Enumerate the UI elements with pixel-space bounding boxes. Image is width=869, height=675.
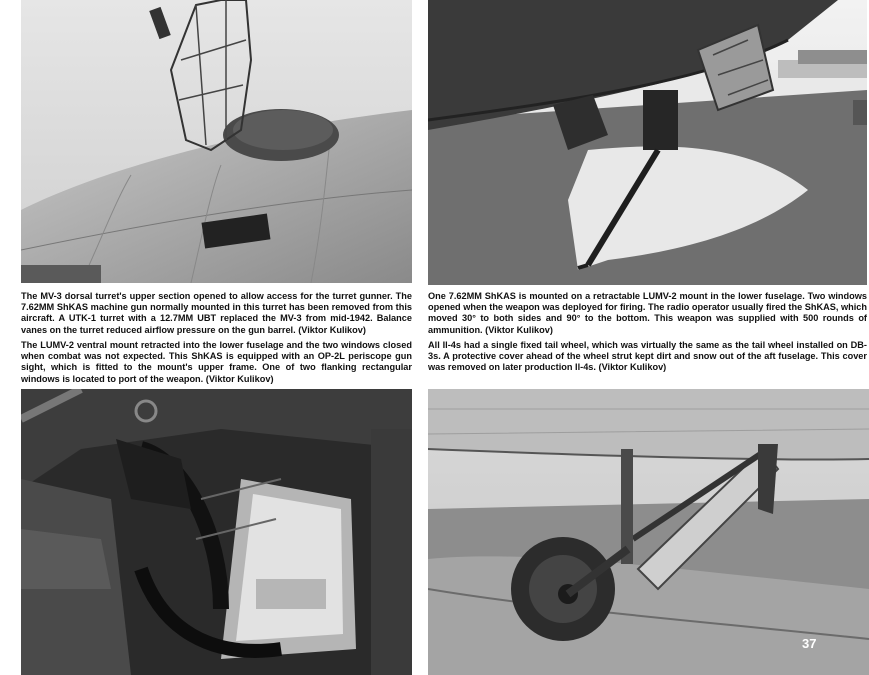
page-number: 37: [802, 636, 817, 651]
caption-tail-wheel: All Il-4s had a single fixed tail wheel, which was virtually the same as the tail wheel installed on DB-3s. A protective cover ahead of the wheel strut kept dirt and snow out of the aft fuselage. This cover was removed on later production Il-4s. (Viktor Kulikov): [428, 340, 867, 373]
caption-ventral-mount-exterior: One 7.62MM ShKAS is mounted on a retractable LUMV-2 mount in the lower fuselage. Two windows opened when the weapon was deployed for firing. The radio operator usually fired the ShKAS, which moved 30° to both sides and 90° to the bottom. This weapon was supplied with 500 rounds of ammunition. (Viktor Kulikov): [428, 291, 868, 335]
caption-dorsal-turret: The MV-3 dorsal turret's upper section opened to allow access for the turret gunner. The 7.62MM ShKAS machine gun normally mounted in this turret has been removed from this aircraft. A UTK-1 turret with a 12.7MM UBT replaced the MV-3 from mid-1942. Balance vanes on the turret reduced airflow pressure on the gun barrel. (Viktor Kulikov): [21, 291, 412, 335]
photo-dorsal-turret: [21, 0, 412, 283]
caption-ventral-mount-interior: The LUMV-2 ventral mount retracted into the lower fuselage and the two windows closed when combat was not expected. This ShKAS is equipped with an OP-2L periscope gun sight, which is fitted to the mount's upper frame. One of two flanking rectangular windows is located to port of the weapon. (Viktor Kulikov): [21, 340, 412, 384]
photo-ventral-mount-exterior: [428, 0, 867, 285]
photo-ventral-mount-interior: [21, 389, 412, 675]
photo-tail-wheel: [428, 389, 869, 675]
